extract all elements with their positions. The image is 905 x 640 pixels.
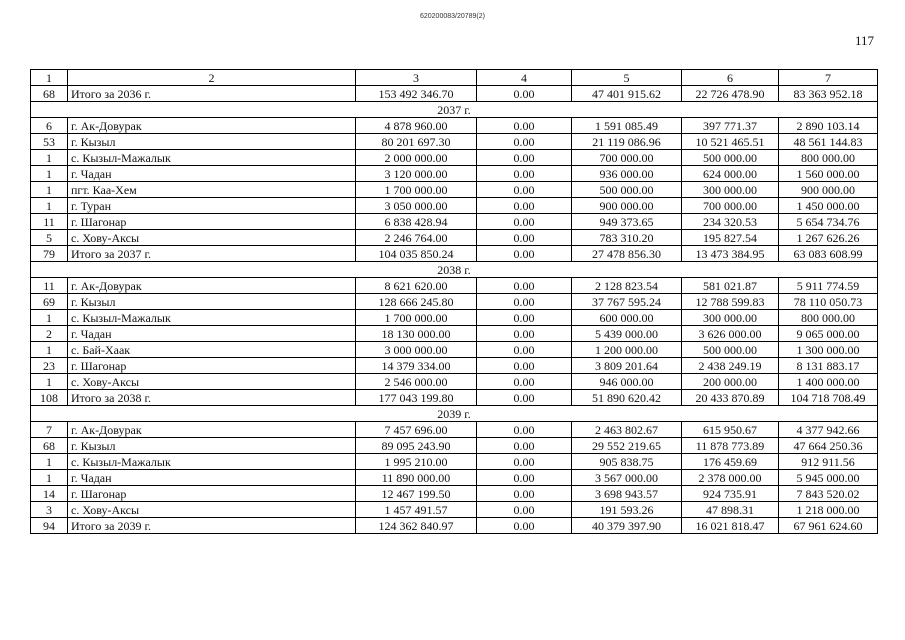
total-cost-cell: 1 457 491.57 (356, 502, 477, 518)
col5-cell: 40 379 397.90 (572, 518, 682, 534)
header-cell: 3 (356, 70, 477, 86)
col4-cell: 0.00 (477, 486, 572, 502)
col4-cell: 0.00 (477, 150, 572, 166)
col4-cell: 0.00 (477, 390, 572, 406)
col6-cell: 12 788 599.83 (682, 294, 779, 310)
col7-cell: 900 000.00 (779, 182, 878, 198)
col6-cell: 13 473 384.95 (682, 246, 779, 262)
count-cell: 1 (31, 374, 68, 390)
total-cost-cell: 1 700 000.00 (356, 182, 477, 198)
total-cost-cell: 3 120 000.00 (356, 166, 477, 182)
col5-cell: 47 401 915.62 (572, 86, 682, 102)
col6-cell: 300 000.00 (682, 310, 779, 326)
col5-cell: 3 809 201.64 (572, 358, 682, 374)
municipality-cell: с. Бай-Хаак (68, 342, 356, 358)
count-cell: 1 (31, 454, 68, 470)
table-row (31, 294, 878, 310)
col5-cell: 51 890 620.42 (572, 390, 682, 406)
col4-cell: 0.00 (477, 134, 572, 150)
total-cost-cell: 18 130 000.00 (356, 326, 477, 342)
total-cost-cell: 1 995 210.00 (356, 454, 477, 470)
table-row (31, 310, 878, 326)
col5-cell: 946 000.00 (572, 374, 682, 390)
table-row (31, 518, 878, 534)
col7-cell: 67 961 624.60 (779, 518, 878, 534)
year-row (31, 406, 878, 422)
col7-cell: 83 363 952.18 (779, 86, 878, 102)
table-row (31, 278, 878, 294)
col6-cell: 10 521 465.51 (682, 134, 779, 150)
col6-cell: 500 000.00 (682, 342, 779, 358)
total-cost-cell: 128 666 245.80 (356, 294, 477, 310)
col6-cell: 500 000.00 (682, 150, 779, 166)
table-row (31, 86, 878, 102)
year-row (31, 102, 878, 118)
total-cost-cell: 6 838 428.94 (356, 214, 477, 230)
total-cost-cell: 1 700 000.00 (356, 310, 477, 326)
municipality-cell: г. Шагонар (68, 214, 356, 230)
count-cell: 14 (31, 486, 68, 502)
table-row (31, 438, 878, 454)
total-cost-cell: 80 201 697.30 (356, 134, 477, 150)
table-row (31, 230, 878, 246)
col4-cell: 0.00 (477, 278, 572, 294)
table-row (31, 134, 878, 150)
col4-cell: 0.00 (477, 118, 572, 134)
year-label: 2038 г. (31, 262, 878, 278)
municipality-cell: пгт. Каа-Хем (68, 182, 356, 198)
count-cell: 1 (31, 166, 68, 182)
col7-cell: 7 843 520.02 (779, 486, 878, 502)
col5-cell: 1 200 000.00 (572, 342, 682, 358)
count-cell: 108 (31, 390, 68, 406)
col6-cell: 22 726 478.90 (682, 86, 779, 102)
municipality-cell: с. Кызыл-Мажалык (68, 150, 356, 166)
col5-cell: 2 463 802.67 (572, 422, 682, 438)
col5-cell: 2 128 823.54 (572, 278, 682, 294)
col7-cell: 5 945 000.00 (779, 470, 878, 486)
col4-cell: 0.00 (477, 246, 572, 262)
col7-cell: 1 400 000.00 (779, 374, 878, 390)
count-cell: 6 (31, 118, 68, 134)
col5-cell: 5 439 000.00 (572, 326, 682, 342)
col5-cell: 3 698 943.57 (572, 486, 682, 502)
col7-cell: 1 560 000.00 (779, 166, 878, 182)
col5-cell: 783 310.20 (572, 230, 682, 246)
col5-cell: 949 373.65 (572, 214, 682, 230)
municipality-cell: г. Кызыл (68, 134, 356, 150)
total-cost-cell: 2 000 000.00 (356, 150, 477, 166)
col4-cell: 0.00 (477, 518, 572, 534)
col5-cell: 29 552 219.65 (572, 438, 682, 454)
total-cost-cell: 2 246 764.00 (356, 230, 477, 246)
col5-cell: 3 567 000.00 (572, 470, 682, 486)
count-cell: 53 (31, 134, 68, 150)
document-id: 620200083/20789(2) (419, 13, 485, 20)
count-cell: 1 (31, 150, 68, 166)
col7-cell: 8 131 883.17 (779, 358, 878, 374)
col4-cell: 0.00 (477, 374, 572, 390)
col6-cell: 11 878 773.89 (682, 438, 779, 454)
total-cost-cell: 4 878 960.00 (356, 118, 477, 134)
total-cost-cell: 14 379 334.00 (356, 358, 477, 374)
count-cell: 68 (31, 86, 68, 102)
total-cost-cell: 3 000 000.00 (356, 342, 477, 358)
municipality-cell: с. Хову-Аксы (68, 230, 356, 246)
count-cell: 5 (31, 230, 68, 246)
table-row (31, 214, 878, 230)
col6-cell: 300 000.00 (682, 182, 779, 198)
table-row (31, 198, 878, 214)
col5-cell: 191 593.26 (572, 502, 682, 518)
col6-cell: 700 000.00 (682, 198, 779, 214)
col4-cell: 0.00 (477, 214, 572, 230)
count-cell: 2 (31, 326, 68, 342)
table-row (31, 358, 878, 374)
col7-cell: 4 377 942.66 (779, 422, 878, 438)
municipality-cell: Итого за 2036 г. (68, 86, 356, 102)
header-cell: 6 (682, 70, 779, 86)
col4-cell: 0.00 (477, 422, 572, 438)
col6-cell: 624 000.00 (682, 166, 779, 182)
municipality-cell: г. Ак-Довурак (68, 278, 356, 294)
col5-cell: 500 000.00 (572, 182, 682, 198)
col4-cell: 0.00 (477, 454, 572, 470)
municipality-cell: г. Чадан (68, 326, 356, 342)
col7-cell: 1 300 000.00 (779, 342, 878, 358)
header-cell: 4 (477, 70, 572, 86)
table-row (31, 422, 878, 438)
col5-cell: 905 838.75 (572, 454, 682, 470)
year-row (31, 262, 878, 278)
col5-cell: 37 767 595.24 (572, 294, 682, 310)
total-cost-cell: 104 035 850.24 (356, 246, 477, 262)
col6-cell: 176 459.69 (682, 454, 779, 470)
total-cost-cell: 7 457 696.00 (356, 422, 477, 438)
col7-cell: 9 065 000.00 (779, 326, 878, 342)
total-cost-cell: 11 890 000.00 (356, 470, 477, 486)
municipality-cell: с. Кызыл-Мажалык (68, 310, 356, 326)
col7-cell: 800 000.00 (779, 150, 878, 166)
municipality-cell: г. Ак-Довурак (68, 118, 356, 134)
page-number: 117 (855, 33, 875, 48)
col7-cell: 104 718 708.49 (779, 390, 878, 406)
col5-cell: 900 000.00 (572, 198, 682, 214)
header-cell: 2 (68, 70, 356, 86)
count-cell: 1 (31, 198, 68, 214)
table-row (31, 118, 878, 134)
col7-cell: 5 911 774.59 (779, 278, 878, 294)
total-cost-cell: 12 467 199.50 (356, 486, 477, 502)
count-cell: 1 (31, 182, 68, 198)
count-cell: 3 (31, 502, 68, 518)
col7-cell: 5 654 734.76 (779, 214, 878, 230)
col7-cell: 2 890 103.14 (779, 118, 878, 134)
col7-cell: 800 000.00 (779, 310, 878, 326)
col7-cell: 1 218 000.00 (779, 502, 878, 518)
col4-cell: 0.00 (477, 198, 572, 214)
data-table (30, 69, 878, 534)
col6-cell: 2 378 000.00 (682, 470, 779, 486)
year-label: 2037 г. (31, 102, 878, 118)
municipality-cell: г. Кызыл (68, 438, 356, 454)
col7-cell: 1 267 626.26 (779, 230, 878, 246)
col4-cell: 0.00 (477, 326, 572, 342)
count-cell: 1 (31, 470, 68, 486)
total-cost-cell: 124 362 840.97 (356, 518, 477, 534)
col6-cell: 397 771.37 (682, 118, 779, 134)
col6-cell: 2 438 249.19 (682, 358, 779, 374)
col5-cell: 27 478 856.30 (572, 246, 682, 262)
table-body (31, 70, 878, 534)
municipality-cell: г. Кызыл (68, 294, 356, 310)
municipality-cell: с. Хову-Аксы (68, 374, 356, 390)
col6-cell: 581 021.87 (682, 278, 779, 294)
col7-cell: 78 110 050.73 (779, 294, 878, 310)
count-cell: 69 (31, 294, 68, 310)
count-cell: 23 (31, 358, 68, 374)
table-row (31, 454, 878, 470)
col4-cell: 0.00 (477, 470, 572, 486)
count-cell: 68 (31, 438, 68, 454)
total-cost-cell: 177 043 199.80 (356, 390, 477, 406)
count-cell: 94 (31, 518, 68, 534)
municipality-cell: г. Шагонар (68, 358, 356, 374)
table-row (31, 502, 878, 518)
count-cell: 79 (31, 246, 68, 262)
municipality-cell: г. Чадан (68, 470, 356, 486)
col7-cell: 63 083 608.99 (779, 246, 878, 262)
municipality-cell: г. Туран (68, 198, 356, 214)
municipality-cell: Итого за 2039 г. (68, 518, 356, 534)
col6-cell: 195 827.54 (682, 230, 779, 246)
col4-cell: 0.00 (477, 86, 572, 102)
total-cost-cell: 3 050 000.00 (356, 198, 477, 214)
municipality-cell: с. Кызыл-Мажалык (68, 454, 356, 470)
table-row (31, 374, 878, 390)
col7-cell: 912 911.56 (779, 454, 878, 470)
col6-cell: 16 021 818.47 (682, 518, 779, 534)
col4-cell: 0.00 (477, 342, 572, 358)
table-row (31, 246, 878, 262)
col4-cell: 0.00 (477, 166, 572, 182)
count-cell: 1 (31, 310, 68, 326)
header-row (31, 70, 878, 86)
col5-cell: 21 119 086.96 (572, 134, 682, 150)
col4-cell: 0.00 (477, 438, 572, 454)
municipality-cell: с. Хову-Аксы (68, 502, 356, 518)
col6-cell: 20 433 870.89 (682, 390, 779, 406)
total-cost-cell: 89 095 243.90 (356, 438, 477, 454)
col5-cell: 936 000.00 (572, 166, 682, 182)
col4-cell: 0.00 (477, 310, 572, 326)
header-cell: 1 (31, 70, 68, 86)
table-row (31, 470, 878, 486)
municipality-cell: г. Чадан (68, 166, 356, 182)
col6-cell: 3 626 000.00 (682, 326, 779, 342)
municipality-cell: г. Ак-Довурак (68, 422, 356, 438)
count-cell: 1 (31, 342, 68, 358)
table-row (31, 486, 878, 502)
municipality-cell: Итого за 2038 г. (68, 390, 356, 406)
col5-cell: 600 000.00 (572, 310, 682, 326)
col5-cell: 1 591 085.49 (572, 118, 682, 134)
header-cell: 5 (572, 70, 682, 86)
col6-cell: 47 898.31 (682, 502, 779, 518)
col4-cell: 0.00 (477, 230, 572, 246)
municipality-cell: Итого за 2037 г. (68, 246, 356, 262)
total-cost-cell: 153 492 346.70 (356, 86, 477, 102)
total-cost-cell: 8 621 620.00 (356, 278, 477, 294)
year-label: 2039 г. (31, 406, 878, 422)
col4-cell: 0.00 (477, 502, 572, 518)
table-row (31, 390, 878, 406)
count-cell: 7 (31, 422, 68, 438)
table-row (31, 182, 878, 198)
total-cost-cell: 2 546 000.00 (356, 374, 477, 390)
count-cell: 11 (31, 214, 68, 230)
table-row (31, 150, 878, 166)
col7-cell: 47 664 250.36 (779, 438, 878, 454)
col4-cell: 0.00 (477, 358, 572, 374)
count-cell: 11 (31, 278, 68, 294)
col7-cell: 1 450 000.00 (779, 198, 878, 214)
col7-cell: 48 561 144.83 (779, 134, 878, 150)
header-cell: 7 (779, 70, 878, 86)
col4-cell: 0.00 (477, 182, 572, 198)
municipality-cell: г. Шагонар (68, 486, 356, 502)
col6-cell: 234 320.53 (682, 214, 779, 230)
table-row (31, 326, 878, 342)
col6-cell: 200 000.00 (682, 374, 779, 390)
table-row (31, 342, 878, 358)
col5-cell: 700 000.00 (572, 150, 682, 166)
col4-cell: 0.00 (477, 294, 572, 310)
col6-cell: 924 735.91 (682, 486, 779, 502)
col6-cell: 615 950.67 (682, 422, 779, 438)
table-row (31, 166, 878, 182)
